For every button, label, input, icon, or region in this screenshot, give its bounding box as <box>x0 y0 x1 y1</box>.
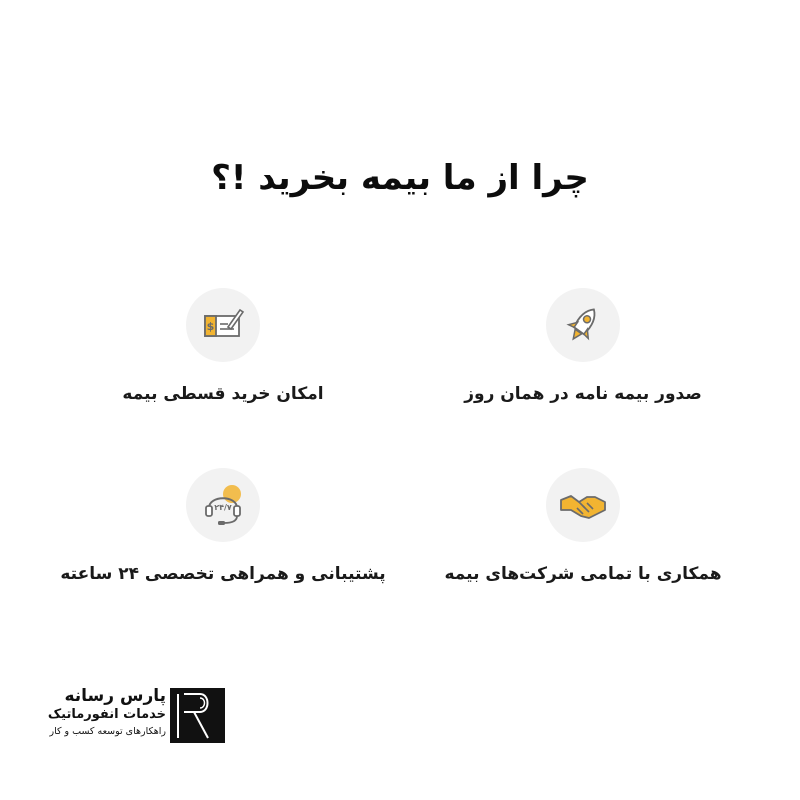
support-badge-text: ۲۴/۷ <box>214 503 232 512</box>
feature-label: صدور بیمه نامه در همان روز <box>464 384 702 404</box>
handshake-icon <box>546 468 620 542</box>
svg-text:$: $ <box>206 320 215 333</box>
page-title: چرا از ما بیمه بخرید !؟ <box>211 158 589 198</box>
feature-label: همکاری با تمامی شرکت‌های بیمه <box>444 564 722 584</box>
feature-24h-support <box>58 468 388 628</box>
brand-tagline: راهکارهای توسعه کسب و کار <box>49 726 166 737</box>
installment-check-icon <box>186 288 260 362</box>
logo-mark <box>170 688 225 743</box>
feature-same-day-issuance <box>418 288 748 448</box>
feature-label: امکان خرید قسطی بیمه <box>122 384 324 404</box>
rocket-icon <box>546 288 620 362</box>
feature-installment-purchase <box>58 288 388 448</box>
brand-name: پارس رسانه <box>64 686 166 706</box>
support-headset-icon <box>186 468 260 542</box>
brand-subtitle: خدمات انفورماتیک <box>47 707 166 722</box>
logo-text <box>48 686 166 740</box>
feature-all-insurers <box>418 468 748 628</box>
feature-label: پشتیبانی و همراهی تخصصی ۲۴ ساعته <box>60 564 386 584</box>
brand-logo <box>47 686 232 746</box>
